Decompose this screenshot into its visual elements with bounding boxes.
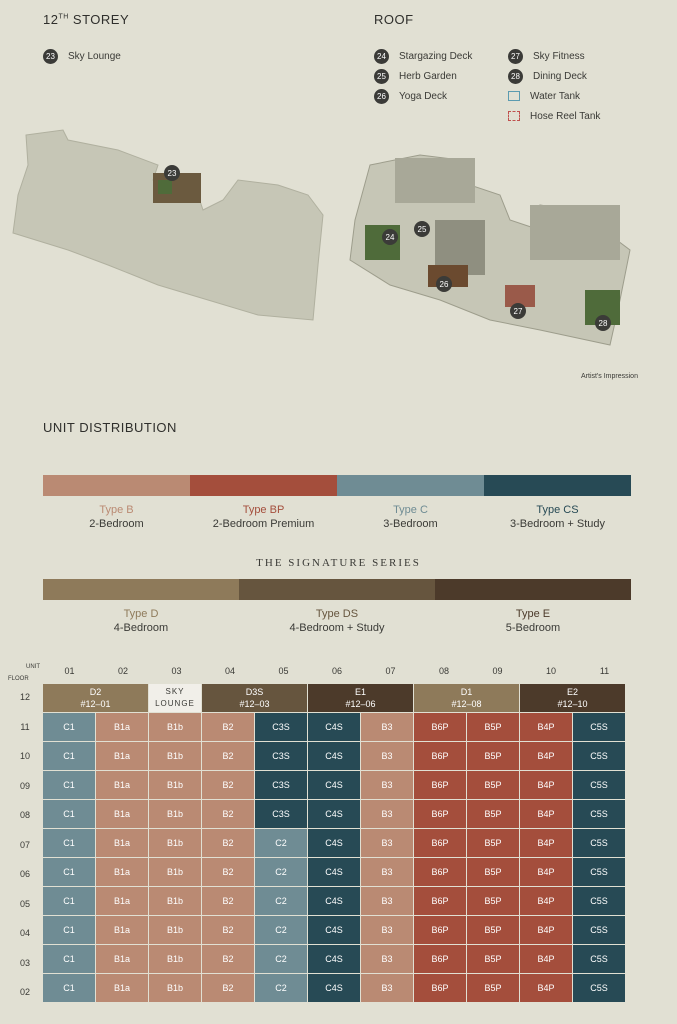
- unit-cell: B5P: [467, 945, 519, 973]
- column-header: 02: [117, 666, 128, 676]
- unit-cell: B1b: [149, 742, 201, 770]
- type-name: Type C: [393, 504, 428, 516]
- type-bp-label: [190, 503, 337, 531]
- row-header: 07: [19, 839, 30, 850]
- unit-cell: B2: [202, 742, 254, 770]
- table-row: [43, 887, 625, 915]
- unit-cell: C5S: [573, 916, 625, 944]
- unit-cell: C4S: [308, 974, 360, 1002]
- unit-cell: B6P: [414, 829, 466, 857]
- unit-cell: B3: [361, 916, 413, 944]
- unit-cell: C2: [255, 974, 307, 1002]
- unit-cell: B5P: [467, 800, 519, 828]
- unit-cell: B1b: [149, 829, 201, 857]
- unit-cell: B6P: [414, 858, 466, 886]
- unit-cell: B1a: [96, 713, 148, 741]
- unit-cell: C3S: [255, 742, 307, 770]
- legend-hose-reel-tank: [508, 106, 600, 126]
- unit-cell: B3: [361, 858, 413, 886]
- type-desc: 5-Bedroom: [505, 622, 561, 634]
- legend-water-tank: [508, 86, 600, 106]
- table-row: [43, 916, 625, 944]
- unit-cell: B4P: [520, 887, 572, 915]
- table-row: [43, 829, 625, 857]
- unit-cell: B5P: [467, 742, 519, 770]
- legend-number: 26: [374, 89, 389, 104]
- table-row: [43, 858, 625, 886]
- unit-cell: B1a: [96, 945, 148, 973]
- unit-cell: B6P: [414, 800, 466, 828]
- penthouse-unit-cell: D3S #12–03: [202, 684, 307, 712]
- marker-25-label: 25: [417, 225, 427, 234]
- unit-cell: B1b: [149, 858, 201, 886]
- row-header: 12: [19, 692, 30, 702]
- unit-cell: B1b: [149, 945, 201, 973]
- unit-cell: B6P: [414, 887, 466, 915]
- column-header: 08: [438, 666, 449, 676]
- unit-cell: B6P: [414, 742, 466, 770]
- unit-cell: B1b: [149, 887, 201, 915]
- legend-yoga-deck: [374, 86, 472, 106]
- unit-cell: B4P: [520, 742, 572, 770]
- unit-cell: B1b: [149, 771, 201, 799]
- roof-block: [530, 205, 620, 260]
- type-ds-bar: [239, 579, 435, 600]
- unit-cell: B1a: [96, 887, 148, 915]
- unit-cell: C4S: [308, 916, 360, 944]
- unit-cell: B2: [202, 800, 254, 828]
- unit-cell: B3: [361, 800, 413, 828]
- unit-cell: C2: [255, 916, 307, 944]
- unit-cell: B4P: [520, 800, 572, 828]
- unit-cell: C4S: [308, 887, 360, 915]
- unit-label: UNIT: [26, 664, 40, 670]
- type-name: Type D: [123, 608, 159, 620]
- unit-cell: B5P: [467, 858, 519, 886]
- unit-cell: B1a: [96, 858, 148, 886]
- unit-cell: C1: [43, 771, 95, 799]
- unit-cell: B5P: [467, 974, 519, 1002]
- table-row: [43, 742, 625, 770]
- unit-cell: C4S: [308, 742, 360, 770]
- unit-cell: C5S: [573, 974, 625, 1002]
- unit-cell: C4S: [308, 945, 360, 973]
- row-header: 10: [19, 751, 30, 761]
- type-desc: 4-Bedroom: [113, 622, 169, 634]
- row-header: 08: [19, 810, 30, 820]
- unit-cell: C4S: [308, 771, 360, 799]
- table-row: [43, 800, 625, 828]
- type-name: Type E: [515, 608, 551, 620]
- unit-cell: C1: [43, 742, 95, 770]
- unit-cell: B2: [202, 858, 254, 886]
- unit-cell: C2: [255, 829, 307, 857]
- unit-cell: C5S: [573, 829, 625, 857]
- legend-number: 24: [374, 49, 389, 64]
- unit-cell: C5S: [573, 771, 625, 799]
- unit-cell: B3: [361, 713, 413, 741]
- type-d-label: [43, 607, 239, 635]
- unit-cell: C2: [255, 945, 307, 973]
- unit-cell: B4P: [520, 974, 572, 1002]
- unit-cell: C3S: [255, 771, 307, 799]
- legend-number: 25: [374, 69, 389, 84]
- unit-cell: C3S: [255, 800, 307, 828]
- unit-cell: B1b: [149, 713, 201, 741]
- unit-cell: B1b: [149, 974, 201, 1002]
- legend-dining-deck: [508, 66, 600, 86]
- water-tank-swatch-icon: [508, 91, 520, 101]
- type-name: Type BP: [242, 504, 285, 516]
- type-ds-label: [239, 607, 435, 635]
- unit-cell: B3: [361, 974, 413, 1002]
- legend-label: Sky Fitness: [533, 50, 585, 62]
- unit-cell: C4S: [308, 858, 360, 886]
- unit-cell: C1: [43, 713, 95, 741]
- unit-cell: B3: [361, 829, 413, 857]
- unit-cell: C1: [43, 916, 95, 944]
- penthouse-unit-cell: D1 #12–08: [414, 684, 519, 712]
- legend-stargazing-deck: [374, 46, 472, 66]
- storey12-building-outline: [13, 130, 323, 320]
- type-desc: 4-Bedroom + Study: [289, 622, 385, 634]
- unit-cell: B1b: [149, 916, 201, 944]
- row-header: 11: [20, 721, 30, 732]
- artists-impression-caption: Artist's Impression: [581, 373, 638, 380]
- legend-label: Water Tank: [530, 90, 581, 102]
- roof-block: [395, 158, 475, 203]
- legend-number: 23: [43, 49, 58, 64]
- unit-cell: C5S: [573, 858, 625, 886]
- unit-cell: B3: [361, 887, 413, 915]
- unit-cell: B5P: [467, 829, 519, 857]
- penthouse-unit-cell: E2 #12–10: [520, 684, 625, 712]
- type-desc: 3-Bedroom: [383, 518, 438, 530]
- storey12-title: 12TH STOREY: [43, 12, 130, 27]
- type-desc: 3-Bedroom + Study: [509, 518, 606, 530]
- unit-cell: C1: [43, 829, 95, 857]
- unit-cell: B2: [202, 771, 254, 799]
- unit-cell: B4P: [520, 713, 572, 741]
- unit-cell: B3: [361, 742, 413, 770]
- table-row: [43, 684, 625, 712]
- unit-cell: B4P: [520, 945, 572, 973]
- column-header: 06: [331, 666, 342, 676]
- unit-cell: B6P: [414, 974, 466, 1002]
- unit-cell: C5S: [573, 742, 625, 770]
- row-header: 02: [19, 987, 30, 997]
- roof-legend-right: [508, 46, 600, 126]
- unit-cell: B2: [202, 713, 254, 741]
- column-header: 07: [385, 666, 396, 676]
- unit-cell: B3: [361, 945, 413, 973]
- legend-sky-fitness: [508, 46, 600, 66]
- table-row: [43, 974, 625, 1002]
- table-row: [43, 713, 625, 741]
- floor-label: FLOOR: [8, 676, 29, 682]
- marker-28-label: 28: [598, 319, 608, 328]
- unit-cell: B1a: [96, 742, 148, 770]
- legend-label: Yoga Deck: [399, 90, 447, 102]
- type-name: Type CS: [536, 504, 579, 516]
- unit-cell: B4P: [520, 829, 572, 857]
- unit-distribution-title: UNIT DISTRIBUTION: [43, 420, 177, 435]
- column-header: 09: [492, 666, 503, 676]
- planter: [158, 180, 172, 194]
- unit-cell: B6P: [414, 945, 466, 973]
- unit-cell: C3S: [255, 713, 307, 741]
- penthouse-unit-cell: E1 #12–06: [308, 684, 413, 712]
- roof-floor-plan: [340, 150, 650, 350]
- unit-cell: B3: [361, 771, 413, 799]
- unit-cell: B1a: [96, 771, 148, 799]
- unit-cell: B4P: [520, 858, 572, 886]
- type-c-label: [337, 503, 484, 531]
- unit-cell: C1: [43, 945, 95, 973]
- marker-23-label: 23: [167, 169, 177, 178]
- type-b-bar: [43, 475, 190, 496]
- penthouse-unit-cell: SKY LOUNGE: [149, 684, 201, 712]
- unit-cell: C1: [43, 800, 95, 828]
- marker-27-label: 27: [513, 307, 523, 316]
- unit-cell: C5S: [573, 713, 625, 741]
- unit-cell: B1a: [96, 974, 148, 1002]
- unit-cell: B5P: [467, 713, 519, 741]
- column-header: 03: [171, 666, 182, 676]
- column-header: 10: [545, 666, 556, 676]
- legend-sky-lounge: [43, 46, 121, 66]
- unit-cell: B2: [202, 829, 254, 857]
- table-row: [43, 771, 625, 799]
- type-name: Type DS: [315, 608, 359, 620]
- unit-cell: B6P: [414, 916, 466, 944]
- unit-cell: C5S: [573, 945, 625, 973]
- unit-cell: B2: [202, 887, 254, 915]
- penthouse-unit-cell: D2 #12–01: [43, 684, 148, 712]
- type-desc: 2-Bedroom Premium: [212, 518, 315, 530]
- roof-title: ROOF: [374, 12, 414, 27]
- row-header: 09: [19, 780, 30, 791]
- row-header: 05: [19, 898, 30, 909]
- signature-series-title: THE SIGNATURE SERIES: [256, 557, 421, 569]
- type-e-bar: [435, 579, 631, 600]
- unit-cell: B4P: [520, 916, 572, 944]
- storey12-floor-plan: [8, 125, 338, 325]
- type-desc: 2-Bedroom: [89, 518, 144, 530]
- legend-label: Hose Reel Tank: [530, 110, 601, 122]
- type-e-label: [435, 607, 631, 635]
- unit-cell: C4S: [308, 829, 360, 857]
- unit-cell: C5S: [573, 887, 625, 915]
- legend-herb-garden: [374, 66, 472, 86]
- column-header: 11: [599, 666, 610, 676]
- unit-cell: C1: [43, 974, 95, 1002]
- unit-cell: B5P: [467, 771, 519, 799]
- unit-cell: B2: [202, 945, 254, 973]
- type-d-bar: [43, 579, 239, 600]
- unit-cell: B5P: [467, 916, 519, 944]
- unit-cell: B6P: [414, 771, 466, 799]
- unit-cell: B1a: [96, 829, 148, 857]
- hose-reel-swatch-icon: [508, 111, 520, 121]
- unit-cell: B2: [202, 974, 254, 1002]
- unit-table: [42, 683, 626, 1003]
- unit-cell: C2: [255, 858, 307, 886]
- unit-cell: B1a: [96, 916, 148, 944]
- unit-cell: B4P: [520, 771, 572, 799]
- column-header: 04: [224, 666, 235, 676]
- legend-label: Herb Garden: [399, 70, 457, 82]
- unit-cell: C4S: [308, 800, 360, 828]
- unit-cell: C4S: [308, 713, 360, 741]
- legend-number: 27: [508, 49, 523, 64]
- unit-cell: C2: [255, 887, 307, 915]
- unit-cell: B2: [202, 916, 254, 944]
- type-name: Type B: [99, 504, 134, 516]
- column-header: 01: [64, 666, 75, 676]
- unit-cell: C1: [43, 858, 95, 886]
- unit-cell: B5P: [467, 887, 519, 915]
- type-cs-bar: [484, 475, 631, 496]
- roof-legend-left: [374, 46, 472, 106]
- type-b-label: [43, 503, 190, 531]
- marker-24-label: 24: [385, 233, 395, 242]
- type-c-bar: [337, 475, 484, 496]
- row-header: 03: [19, 957, 30, 968]
- column-header: 05: [278, 666, 289, 676]
- unit-cell: C1: [43, 887, 95, 915]
- row-header: 06: [19, 869, 30, 879]
- unit-floor-header: [8, 664, 40, 682]
- marker-26-label: 26: [439, 280, 449, 289]
- unit-cell: B6P: [414, 713, 466, 741]
- type-cs-label: [484, 503, 631, 531]
- unit-cell: B1b: [149, 800, 201, 828]
- legend-number: 28: [508, 69, 523, 84]
- legend-label: Dining Deck: [533, 70, 587, 82]
- unit-cell: B1a: [96, 800, 148, 828]
- legend-label: Sky Lounge: [68, 50, 121, 62]
- legend-label: Stargazing Deck: [399, 50, 473, 62]
- unit-cell: C5S: [573, 800, 625, 828]
- row-header: 04: [19, 928, 30, 938]
- table-row: [43, 945, 625, 973]
- type-bp-bar: [190, 475, 337, 496]
